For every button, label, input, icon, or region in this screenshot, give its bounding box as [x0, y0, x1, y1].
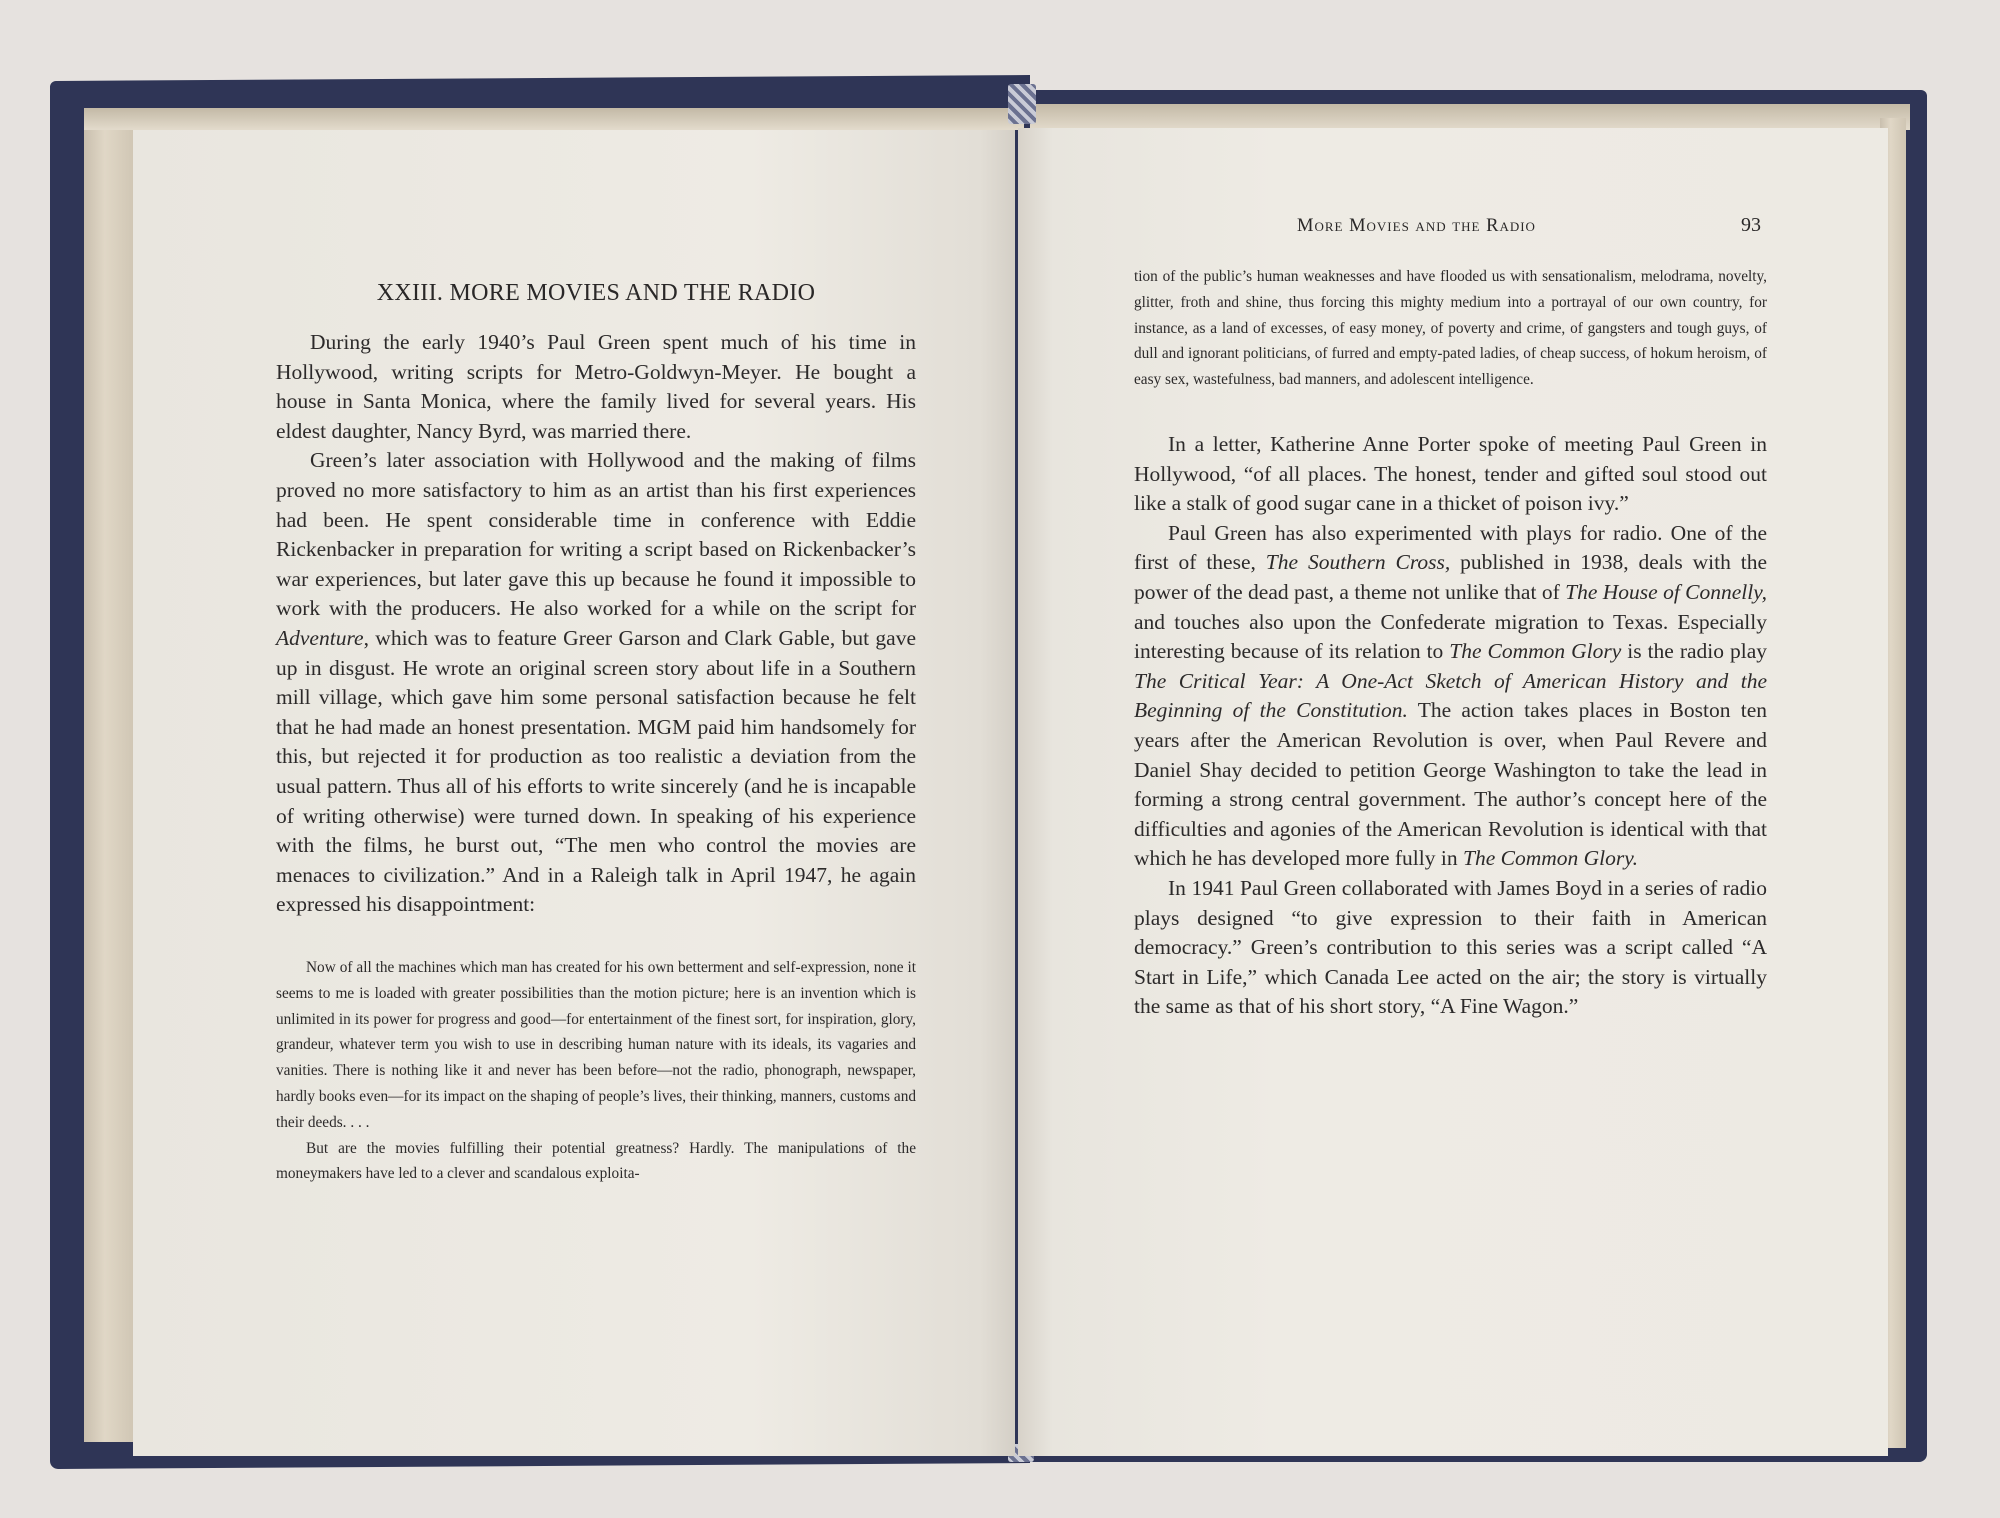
- paragraph: [276, 446, 916, 920]
- quote-paragraph: But are the movies fulfilling their potential greatness? Hardly. The manipulations of the moneymakers have led to a clever and scandalous exploita-: [276, 1139, 916, 1183]
- paragraph-text: published in 1938, deals with the power of the dead past, a theme not unlike that of: [1134, 550, 1768, 604]
- play-title: The House of Connelly,: [1565, 579, 1767, 604]
- paragraph-text: is the radio play: [1621, 639, 1767, 664]
- running-head: More Movies and the Radio: [1297, 216, 1536, 236]
- paragraph-text: Paul Green has also experimented with plays for radio. One of the first of these,: [1134, 520, 1767, 575]
- spine-headband: [1008, 84, 1036, 124]
- block-quote-continued: [1134, 264, 1767, 393]
- quote-paragraph: Now of all the machines which man has created for his own betterment and self-expression, none it seems to me is loaded with greater possibilities than the motion picture; here is an invention which is unlimited in its power for progress and good—for entertainment of the finest sort, for inspiration, glory, grandeur, whatever term you wish to use in describing human nature with its ideals, its vagaries and vanities. There is nothing like it and never has been before—not the radio, phonograph, newspaper, hardly books even—for its impact on the shaping of people’s lives, their thinking, manners, customs and their deeds. . . .: [276, 959, 916, 1131]
- paragraph: [1134, 519, 1767, 874]
- page-edges-top-left: [84, 108, 1024, 130]
- play-title: The Common Glory: [1449, 639, 1622, 664]
- paragraph-text: and touches also upon the Confederate migration to Texas. Especially interesting because of its relation to: [1134, 609, 1767, 664]
- quote-paragraph: tion of the public’s human weaknesses and have flooded us with sensationalism, melodrama, novelty, glitter, froth and shine, thus forcing this mighty medium into a portrayal of our own country, for instance, as a land of excesses, of easy money, of poverty and crime, of gangsters and tough guys, of dull and ignorant politicians, of furred and empty-pated ladies, of cheap success, of hokum heroism, of easy sex, wastefulness, bad manners, and adolescent intelligence.: [1134, 268, 1767, 389]
- right-page-body: [1134, 430, 1767, 1022]
- paragraph-text: , which was to feature Greer Garson and Clark Gable, but gave up in disgust. He wrote an original screen story about life in a Southern mill village, which gave him some personal satisfaction because he felt that he had made an honest presentation. MGM paid him handsomely for this, but rejected it for production as too realistic a deviation from the usual pattern. Thus all of his efforts to write sincerely (and he is incapable of writing otherwise) were turned down. In speaking of his experience with the films, he burst out, “The men who control the movies are menaces to civilization.” And in a Raleigh talk in April 1947, he again expressed his disappointment:: [276, 625, 916, 917]
- left-page-body: [276, 328, 916, 920]
- page-edges-top-right: [1030, 104, 1910, 130]
- play-title: The Common Glory.: [1462, 846, 1638, 871]
- film-title: Adventure: [276, 625, 364, 650]
- paragraph: During the early 1940’s Paul Green spent much of his time in Hollywood, writing scripts for Metro-Goldwyn-Meyer. He bought a house in Santa Monica, where the family lived for several years. His eldest daughter, Nancy Byrd, was married there.: [276, 330, 916, 443]
- paragraph-text: The action takes places in Boston ten years after the American Revolution is over, when Paul Revere and Daniel Shay decided to petition George Washington to take the lead in forming a strong central government. The author’s concept here of the difficulties and agonies of the American Revolution is identical with that which he has developed more fully in: [1134, 698, 1767, 871]
- page-edges-left: [84, 112, 136, 1442]
- paragraph-text: Green’s later association with Hollywood and the making of films proved no more satisfactory to him as an artist than his first experiences had been. He spent considerable time in conference with Eddie Rickenbacker in preparation for writing a script based on Rickenbacker’s war experiences, but later gave this up because he found it impossible to work with the producers. He also worked for a while on the script for: [276, 448, 916, 621]
- play-title: The Critical Year: A One-Act Sketch of American History and the Beginning of the Constitution.: [1134, 668, 1767, 723]
- chapter-title: XXIII. MORE MOVIES AND THE RADIO: [376, 280, 816, 306]
- paragraph: In 1941 Paul Green collaborated with James Boyd in a series of radio plays designed “to give expression to their faith in American democracy.” Green’s contribution to this series was a script called “A Start in Life,” which Canada Lee acted on the air; the story is virtually the same as that of his short story, “A Fine Wagon.”: [1134, 875, 1767, 1019]
- paragraph: In a letter, Katherine Anne Porter spoke of meeting Paul Green in Hollywood, “of all places. The honest, tender and gifted soul stood out like a stalk of good sugar cane in a thicket of poison ivy.”: [1134, 432, 1767, 516]
- block-quote: [276, 955, 916, 1187]
- play-title: The Southern Cross,: [1265, 550, 1451, 575]
- page-number: 93: [1741, 214, 1761, 236]
